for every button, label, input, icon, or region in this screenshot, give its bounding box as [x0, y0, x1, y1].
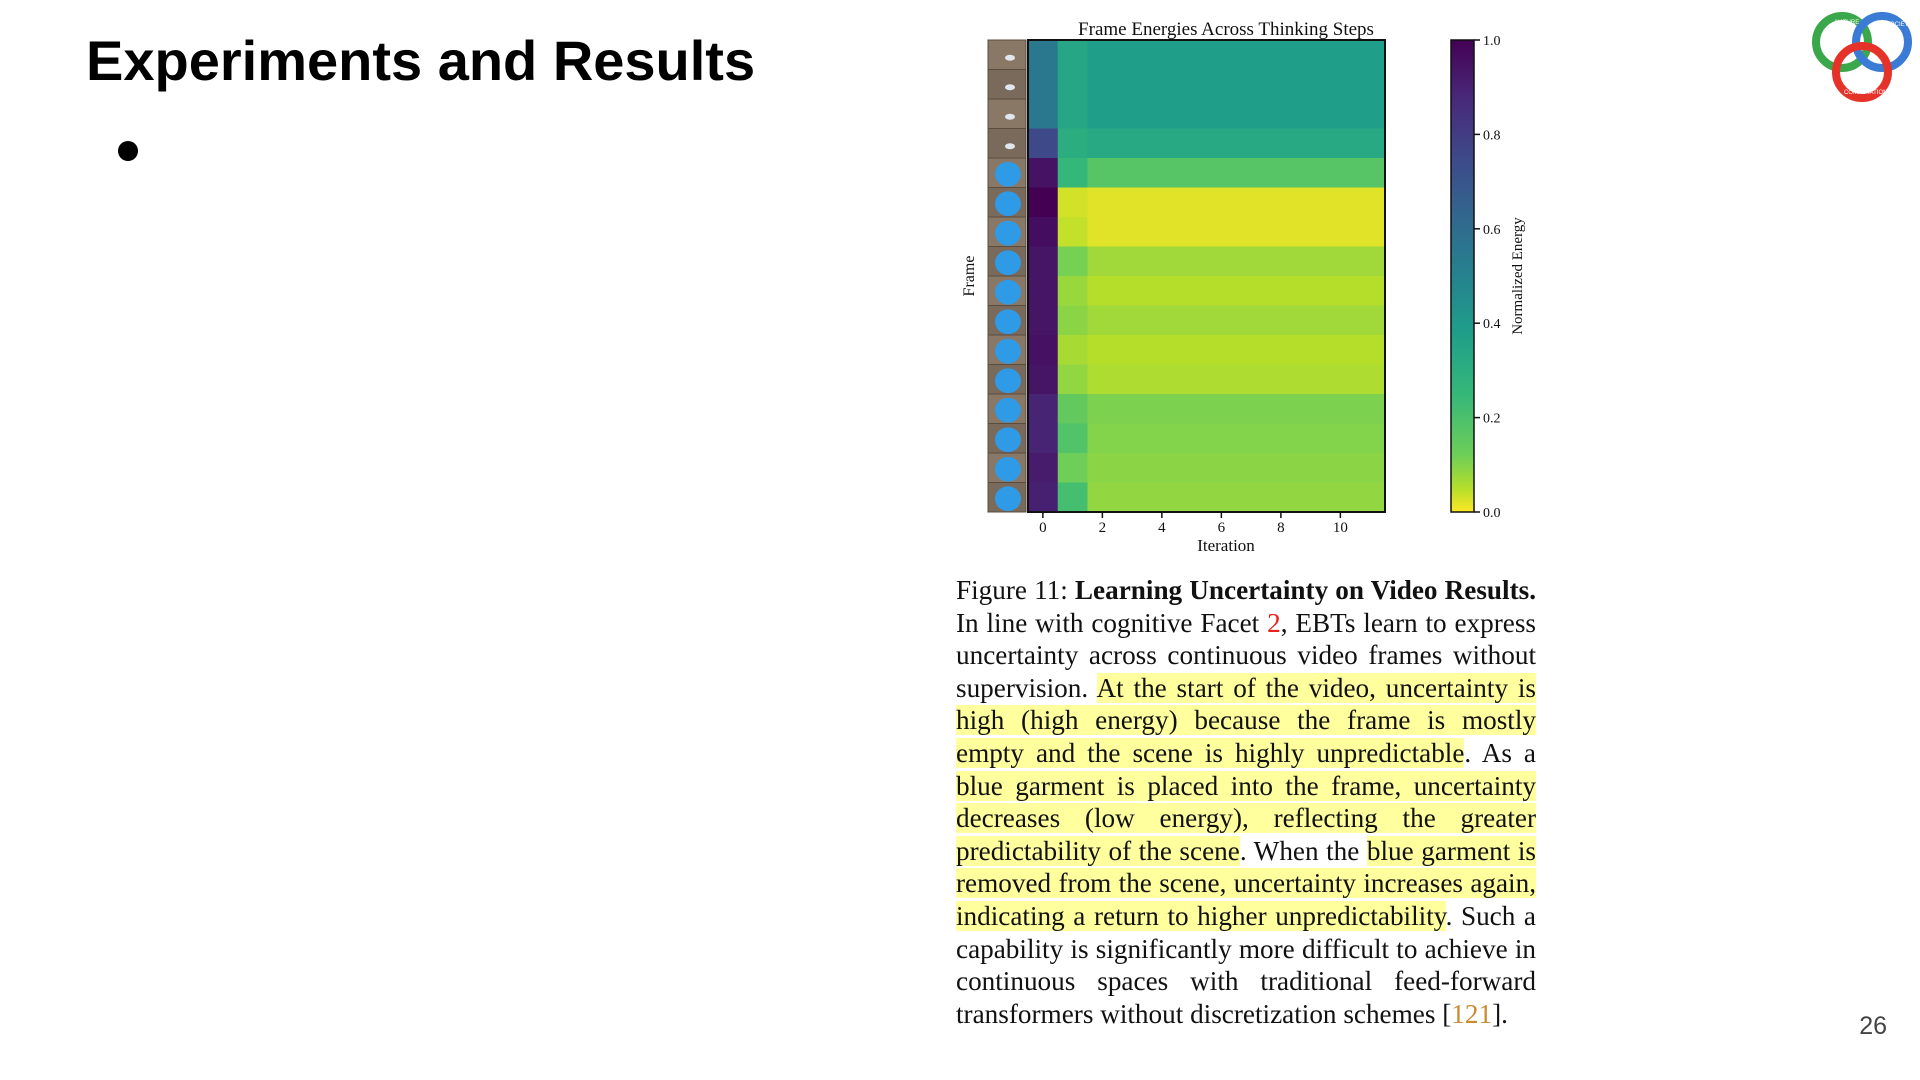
heatmap-cells: [1028, 40, 1386, 513]
heatmap-cell: [1058, 306, 1088, 336]
video-frame-thumbnail: [988, 129, 1026, 159]
figure-caption: [956, 574, 1536, 1030]
heatmap-cell: [1088, 99, 1386, 129]
caption-highlight-3: blue garment is removed from the scene, uncertainty increases again, indicating a return to higher unpredictability: [956, 835, 1536, 931]
x-tick-label: 4: [1158, 520, 1166, 536]
heatmap-cell: [1028, 276, 1058, 306]
thumbnail-content: [995, 427, 1021, 452]
nature-society-computation-logo: [1808, 6, 1916, 106]
video-frame-thumbnail-strip: [988, 40, 1026, 512]
heatmap-cell: [1058, 276, 1088, 306]
heatmap-cell: [1028, 394, 1058, 424]
heatmap-cell: [1028, 158, 1058, 188]
colorbar-tick-label: 0.2: [1483, 411, 1501, 427]
caption-sentence-2: , EBTs learn to express uncertainty across continuous video frames without supervision.: [956, 607, 1537, 703]
colorbar-tick-label: 0.6: [1483, 222, 1501, 238]
heatmap-cell: [1088, 188, 1386, 218]
colorbar-tick-label: 0.4: [1483, 317, 1501, 333]
caption-sentence-5: . Such a capability is significantly more difficult to achieve in continuous spaces with traditional feed-forward transformers without discretization schemes [: [956, 900, 1536, 1029]
logo-text-bottom: COMPUTATION: [1844, 90, 1888, 96]
heatmap-cell: [1058, 453, 1088, 483]
heatmap-cell: [1088, 483, 1386, 513]
caption-highlight-2: blue garment is placed into the frame, uncertainty decreases (low energy), reflecting the greater predictability of the scene: [956, 770, 1536, 866]
heatmap-cell: [1028, 70, 1058, 100]
thumbnail-content: [1005, 143, 1015, 149]
caption-sentence-4: . When the: [1239, 835, 1360, 866]
heatmap-cell: [1088, 247, 1386, 277]
page-number: 26: [1859, 1012, 1887, 1040]
video-frame-thumbnail: [988, 99, 1026, 129]
thumbnail-content: [1005, 84, 1015, 90]
x-tick-label: 2: [1098, 520, 1107, 536]
thumbnail-content: [995, 339, 1021, 364]
thumbnail-content: [995, 191, 1021, 216]
slide-title: Experiments and Results: [86, 29, 756, 92]
thumbnail-content: [995, 309, 1021, 334]
thumbnail-content: [995, 162, 1021, 187]
x-axis-label: Iteration: [1197, 536, 1255, 555]
heatmap-cell: [1088, 158, 1386, 188]
energy-heatmap-chart: [956, 18, 1546, 578]
colorbar-label: Normalized Energy: [1510, 217, 1526, 335]
heatmap-cell: [1028, 483, 1058, 513]
thumbnail-content: [995, 368, 1021, 393]
heatmap-cell: [1058, 70, 1088, 100]
caption-bold-title: Learning Uncertainty on Video Results.: [1074, 575, 1537, 605]
x-tick-label: 8: [1277, 520, 1285, 536]
thumbnail-content: [995, 250, 1021, 275]
heatmap-cell: [1058, 247, 1088, 277]
heatmap-cell: [1058, 188, 1088, 218]
heatmap-cell: [1058, 217, 1088, 247]
heatmap-cell: [1028, 365, 1058, 395]
heatmap-cell: [1088, 129, 1386, 159]
thumbnail-content: [1005, 114, 1015, 120]
heatmap-cell: [1028, 453, 1058, 483]
heatmap-cell: [1088, 217, 1386, 247]
heatmap-cell: [1058, 365, 1088, 395]
heatmap-cell: [1028, 306, 1058, 336]
caption-sentence-6: ].: [1492, 998, 1508, 1029]
caption-sentence-1: In line with cognitive Facet: [956, 607, 1260, 638]
heatmap-cell: [1058, 483, 1088, 513]
colorbar: [1451, 40, 1474, 512]
heatmap-cell: [1088, 335, 1386, 365]
logo-text-right: SOCIETY: [1886, 22, 1913, 28]
heatmap-cell: [1028, 335, 1058, 365]
y-axis-label: Frame: [961, 255, 978, 297]
empty-bullet-item: [118, 126, 138, 171]
heatmap-cell: [1088, 424, 1386, 454]
heatmap-cell: [1028, 99, 1058, 129]
heatmap-cell: [1088, 394, 1386, 424]
heatmap-cell: [1088, 40, 1386, 70]
caption-sentence-3: . As a: [1464, 737, 1536, 768]
x-tick-label: 6: [1217, 520, 1226, 536]
thumbnail-content: [995, 398, 1021, 423]
heatmap-cell: [1058, 158, 1088, 188]
heatmap-cell: [1088, 70, 1386, 100]
bullet-dot: [118, 141, 138, 161]
thumbnail-content: [995, 457, 1021, 482]
heatmap-cell: [1028, 129, 1058, 159]
thumbnail-content: [995, 221, 1021, 246]
heatmap-cell: [1088, 365, 1386, 395]
heatmap-cell: [1058, 40, 1088, 70]
colorbar-ticks: [1474, 34, 1501, 521]
thumbnail-content: [995, 280, 1021, 305]
heatmap-cell: [1088, 276, 1386, 306]
heatmap-cell: [1088, 306, 1386, 336]
x-axis-ticks: [1039, 512, 1348, 536]
heatmap-cell: [1028, 40, 1058, 70]
chart-title: Frame Energies Across Thinking Steps: [1078, 19, 1374, 40]
heatmap-cell: [1058, 99, 1088, 129]
heatmap-cell: [1058, 129, 1088, 159]
thumbnail-content: [1005, 55, 1015, 61]
thumbnail-content: [995, 486, 1021, 511]
video-frame-thumbnail: [988, 70, 1026, 100]
heatmap-cell: [1058, 424, 1088, 454]
heatmap-cell: [1028, 188, 1058, 218]
facet-ref-link[interactable]: 2: [1267, 607, 1281, 638]
heatmap-cell: [1088, 453, 1386, 483]
figure-11: [956, 18, 1546, 578]
caption-label: Figure 11:: [956, 575, 1068, 605]
video-frame-thumbnail: [988, 40, 1026, 70]
heatmap-cell: [1028, 424, 1058, 454]
heatmap-cell: [1028, 247, 1058, 277]
colorbar-tick-label: 0.8: [1483, 128, 1501, 144]
heatmap-cell: [1058, 335, 1088, 365]
citation-ref-link[interactable]: 121: [1451, 998, 1493, 1029]
colorbar-tick-label: 1.0: [1483, 34, 1501, 49]
heatmap-cell: [1028, 217, 1058, 247]
colorbar-tick-label: 0.0: [1483, 506, 1501, 521]
x-tick-label: 0: [1039, 520, 1047, 536]
caption-highlight-1: At the start of the video, uncertainty is high (high energy) because the frame is mostly empty and the scene is highly unpredictable: [956, 672, 1537, 768]
heatmap-cell: [1058, 394, 1088, 424]
x-tick-label: 10: [1332, 520, 1348, 536]
logo-text-top: NATURE: [1835, 20, 1860, 26]
